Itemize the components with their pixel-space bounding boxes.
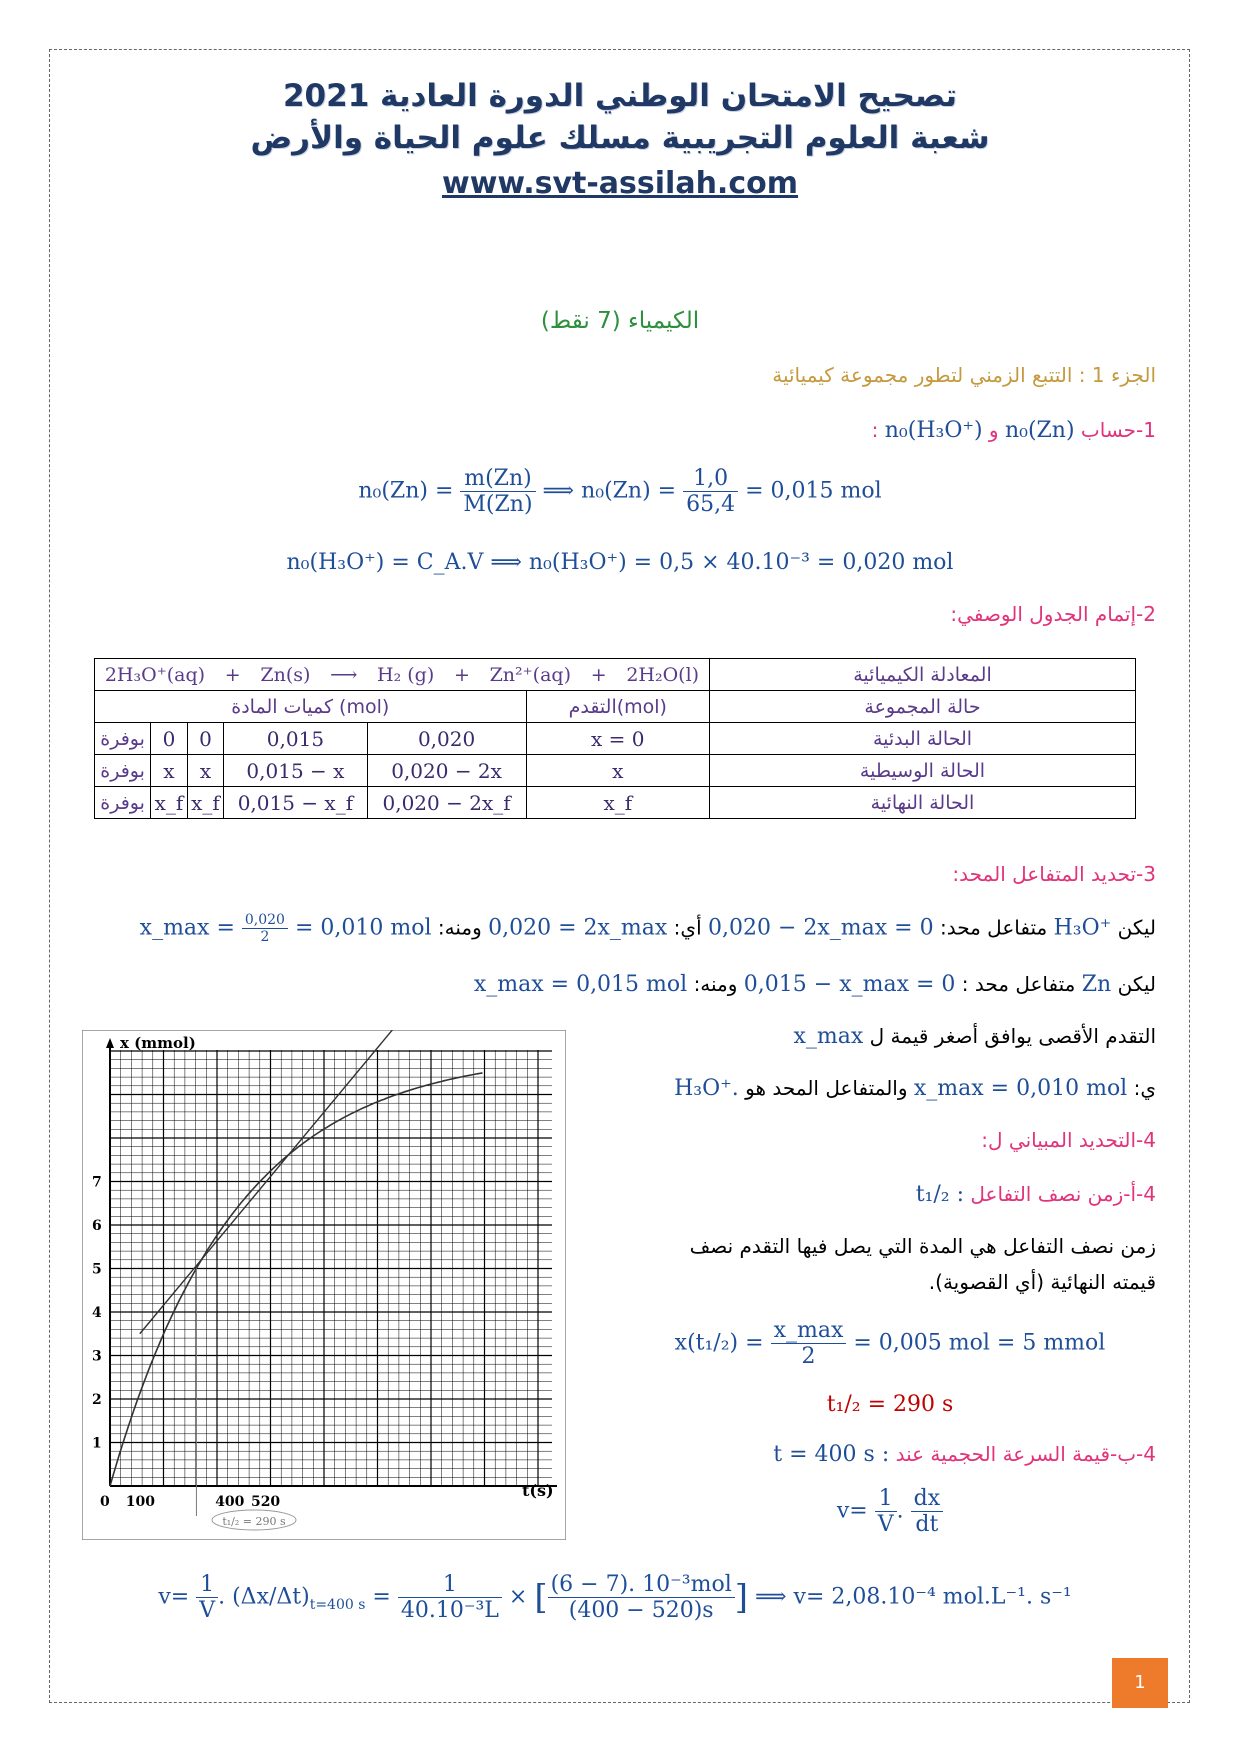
graph-y-label: x (mmol)	[120, 1034, 196, 1052]
q4a-heading: 4-أ-زمن نصف التفاعل t₁/₂ :	[915, 1182, 1156, 1207]
table-adv-header: التقدم(mol)	[526, 691, 709, 723]
table-state-header: حالة المجموعة	[710, 691, 1136, 723]
advancement-table: 2H₃O⁺(aq) + Zn(s) ⟶ H₂ (g) + Zn²⁺(aq) + 2H₂O(l) المعادلة الكيميائية كميات المادة (mol) التقدم(mol) حالة المجموعة بوفرة 0 0 0,015 0,020 x = 0 الحالة البدئية بوفرة x x 0,015 − x 0,020 − 2x x الحالة الوسيطية بوفرة x_f x_f 0,015 − x_f 0,020 − 2x_f x_f الحالة النهائية	[94, 658, 1136, 819]
velocity-definition: v= $\frac{1}{V}$ . $\frac{dx}{dt}$	[630, 1486, 1150, 1537]
y-tick-label: 7	[92, 1174, 102, 1191]
graph-x-label: t(s)	[522, 1481, 554, 1500]
q1-symbol-nh3o: n₀(H₃O⁺)	[884, 418, 983, 443]
definition-line-1: زمن نصف التفاعل هي المدة التي يصل فيها التقدم نصف	[689, 1234, 1156, 1258]
q3-heading: 3-تحديد المتفاعل المحد:	[952, 862, 1156, 886]
q4-heading: 4-التحديد المبياني ل:	[981, 1128, 1156, 1152]
header-title-line2: شعبة العلوم التجريبية مسلك علوم الحياة والأرض	[250, 120, 990, 156]
q2-heading: 2-إتمام الجدول الوصفي:	[950, 602, 1156, 626]
section-title: الكيمياء (7 نقط)	[540, 308, 700, 334]
part-heading: الجزء 1 : التتبع الزمني لتطور مجموعة كيميائية	[772, 363, 1156, 387]
q1-symbol-nzn: n₀(Zn)	[1004, 418, 1075, 443]
x-tick-label: 100	[125, 1494, 156, 1510]
y-tick-label: 2	[92, 1392, 102, 1408]
y-tick-label: 4	[92, 1305, 102, 1321]
definition-line-2: قيمته النهائية (أي القصوية).	[928, 1270, 1156, 1294]
t-half-result: t₁/₂ = 290 s	[826, 1392, 954, 1417]
q1-heading-text: 1-حساب	[1080, 418, 1156, 442]
y-tick-label: 5	[92, 1261, 102, 1278]
x-tick-label: 0	[100, 1494, 110, 1510]
header-title-line1: تصحيح الامتحان الوطني الدورة العادية 2021	[282, 78, 958, 114]
table-qty-header: كميات المادة (mol)	[95, 691, 527, 723]
table-eq-label: المعادلة الكيميائية	[710, 659, 1136, 691]
q1-heading-colon: :	[871, 418, 879, 442]
page-number: 1	[1112, 1658, 1168, 1708]
q3-line-1: ليكن H₃O⁺ متفاعل محد: 0,020 − 2x_max = 0 أي: 0,020 = 2x_max ومنه: x_max = $\frac{0,020}{2}$ = 0,010 mol	[139, 912, 1156, 945]
q3-line-4: ي: x_max = 0,010 mol والمتفاعل المحد هو H₃O⁺.	[674, 1076, 1156, 1101]
site-url-link[interactable]: www.svt-assilah.com	[441, 166, 798, 201]
table-equation-cell: 2H₃O⁺(aq) + Zn(s) ⟶ H₂ (g) + Zn²⁺(aq) + 2H₂O(l)	[95, 659, 710, 691]
q1-heading	[872, 418, 1156, 443]
q1-equation-2: n₀(H₃O⁺) = C_A.V ⟹ n₀(H₃O⁺) = 0,5 × 40.10⁻³ = 0,020 mol	[286, 550, 954, 575]
q4a-equation: x(t₁/₂) = $\frac{x\_\max}{2}$ = 0,005 mol = 5 mmol	[674, 1318, 1106, 1369]
y-tick-label: 3	[92, 1348, 102, 1365]
velocity-final-equation: v= $\frac{1}{V}$ . $(\Delta x/\Delta t)_{t=400 s}$ = $\frac{1}{\text{40.10⁻³L}}$ × [ $\frac{\text{(6 − 7). 10⁻³mol}}{(400 - 520)s}$ ] ⟹ v= 2,08.10⁻⁴ mol.L⁻¹. s⁻¹	[158, 1572, 1072, 1623]
q1-equation-1: n₀(Zn) = $\frac{m(Zn)}{M(Zn)}$ ⟹ n₀(Zn) = $\frac{1,0}{65,4}$ = 0,015 mol	[358, 466, 882, 517]
advancement-graph	[82, 1030, 566, 1540]
q3-line-2: ليكن Zn متفاعل محد : 0,015 − x_max = 0 ومنه: x_max = 0,015 mol	[473, 972, 1156, 997]
q4b-heading: 4-ب-قيمة السرعة الحجمية عند t = 400 s :	[773, 1442, 1156, 1467]
q3-line-3: التقدم الأقصى يوافق أصغر قيمة ل x_max	[793, 1024, 1156, 1049]
x-tick-label: 400	[215, 1494, 245, 1510]
y-tick-label: 6	[92, 1218, 102, 1234]
q1-heading-and: و	[988, 418, 999, 442]
y-tick-label: 1	[92, 1435, 102, 1452]
x-tick-label: 520	[250, 1494, 281, 1510]
t-half-annotation: t₁/₂ = 290 s	[222, 1515, 286, 1528]
